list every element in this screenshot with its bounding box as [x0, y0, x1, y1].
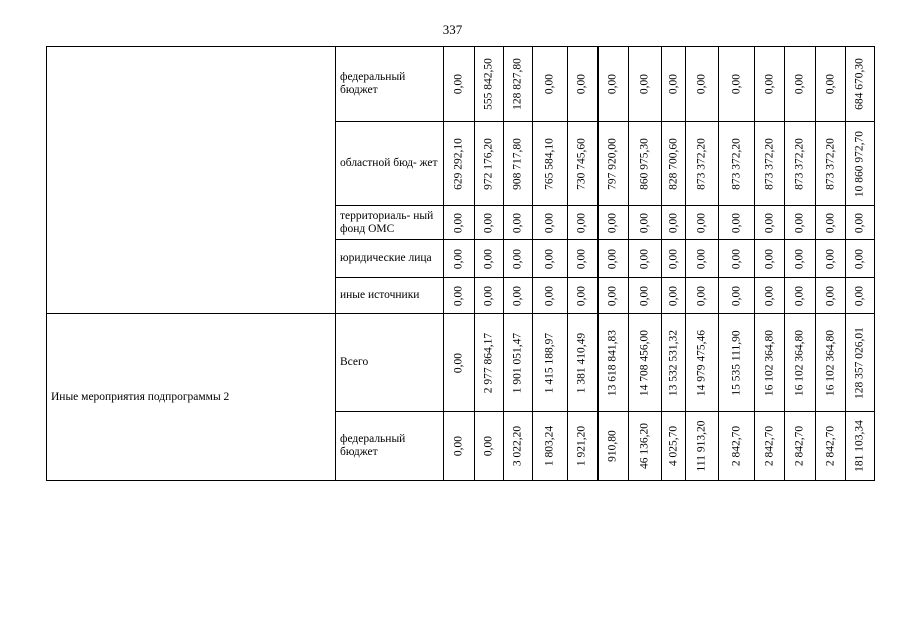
amount-value: 0,00	[482, 285, 495, 306]
amount-value: 0,00	[575, 285, 588, 306]
amount-value: 730 745,60	[575, 137, 588, 190]
amount-value: 873 372,20	[793, 137, 806, 190]
amount-value: 0,00	[606, 285, 619, 306]
amount-cell	[662, 122, 686, 206]
amount-cell	[719, 206, 755, 240]
amount-cell	[816, 47, 846, 122]
amount-cell	[533, 122, 568, 206]
amount-cell	[686, 47, 719, 122]
amount-cell	[629, 206, 662, 240]
amount-cell	[475, 206, 504, 240]
amount-cell	[662, 240, 686, 278]
amount-cell	[662, 47, 686, 122]
amount-value: 0,00	[667, 248, 679, 269]
amount-value: 0,00	[695, 248, 708, 269]
amount-value: 0,00	[482, 248, 495, 269]
amount-value: 0,00	[543, 248, 556, 269]
amount-value: 910,80	[606, 430, 619, 462]
amount-value: 0,00	[543, 73, 556, 95]
amount-cell	[785, 278, 816, 314]
amount-cell	[629, 412, 662, 481]
amount-value: 0,00	[452, 435, 465, 457]
amount-value: 181 103,34	[853, 420, 866, 472]
amount-value: 0,00	[853, 212, 866, 233]
amount-value: 0,00	[543, 285, 556, 306]
funding-source-cell: юридические лица	[336, 240, 444, 278]
amount-value: 0,00	[824, 248, 836, 269]
amount-cell	[755, 240, 785, 278]
amount-value: 0,00	[452, 212, 465, 233]
funding-source-cell: федеральный бюджет	[336, 412, 444, 481]
amount-cell	[533, 240, 568, 278]
amount-cell	[686, 278, 719, 314]
amount-cell	[568, 206, 598, 240]
amount-value: 2 842,70	[793, 425, 806, 467]
amount-cell	[475, 240, 504, 278]
amount-cell	[533, 314, 568, 412]
amount-cell	[846, 412, 875, 481]
amount-value: 873 372,20	[730, 137, 742, 190]
amount-value: 0,00	[763, 73, 775, 95]
amount-cell	[816, 240, 846, 278]
amount-cell	[719, 122, 755, 206]
amount-value: 0,00	[695, 73, 708, 95]
amount-value: 0,00	[606, 73, 619, 95]
amount-cell	[533, 206, 568, 240]
amount-cell	[785, 240, 816, 278]
table-row	[47, 47, 875, 122]
amount-cell	[504, 278, 533, 314]
amount-cell	[444, 278, 475, 314]
amount-value: 0,00	[695, 285, 708, 306]
event-name-cell	[47, 47, 336, 314]
amount-cell	[719, 278, 755, 314]
amount-value: 0,00	[543, 212, 556, 233]
amount-cell	[444, 412, 475, 481]
amount-cell	[662, 278, 686, 314]
amount-cell	[598, 122, 629, 206]
amount-cell	[755, 122, 785, 206]
amount-value: 4 025,70	[667, 425, 679, 467]
amount-value: 765 584,10	[543, 137, 556, 190]
amount-cell	[816, 278, 846, 314]
amount-cell	[846, 278, 875, 314]
amount-cell	[504, 240, 533, 278]
amount-cell	[568, 278, 598, 314]
amount-value: 0,00	[730, 73, 742, 95]
amount-cell	[504, 314, 533, 412]
amount-value: 0,00	[667, 212, 679, 233]
amount-cell	[719, 314, 755, 412]
amount-cell	[504, 412, 533, 481]
amount-value: 1 921,20	[575, 425, 588, 467]
amount-value: 0,00	[575, 248, 588, 269]
amount-value: 0,00	[511, 212, 524, 233]
amount-value: 2 842,70	[763, 425, 775, 467]
amount-value: 0,00	[730, 285, 742, 306]
amount-cell	[504, 47, 533, 122]
amount-value: 0,00	[638, 73, 651, 95]
amount-cell	[444, 314, 475, 412]
amount-value: 16 102 364,80	[763, 329, 775, 396]
amount-cell	[816, 206, 846, 240]
amount-value: 128 827,80	[511, 58, 524, 110]
amount-cell	[598, 240, 629, 278]
amount-cell	[475, 47, 504, 122]
amount-cell	[785, 47, 816, 122]
amount-value: 0,00	[824, 73, 836, 95]
amount-value: 0,00	[793, 212, 806, 233]
amount-value: 0,00	[452, 352, 465, 373]
amount-value: 908 717,80	[511, 137, 524, 190]
amount-value: 0,00	[763, 212, 775, 233]
amount-value: 1 901 051,47	[511, 332, 524, 393]
amount-cell	[444, 206, 475, 240]
amount-value: 0,00	[452, 73, 465, 95]
funding-source-cell: областной бюд- жет	[336, 122, 444, 206]
page-number: 337	[442, 22, 463, 37]
funding-source-cell: иные источники	[336, 278, 444, 314]
amount-cell	[686, 122, 719, 206]
amount-cell	[686, 206, 719, 240]
amount-cell	[444, 122, 475, 206]
amount-cell	[444, 240, 475, 278]
amount-cell	[719, 47, 755, 122]
amount-cell	[629, 47, 662, 122]
amount-value: 0,00	[667, 73, 679, 95]
amount-cell	[719, 240, 755, 278]
amount-value: 0,00	[793, 285, 806, 306]
amount-cell	[662, 206, 686, 240]
amount-cell	[568, 412, 598, 481]
amount-value: 0,00	[511, 248, 524, 269]
amount-value: 13 618 841,83	[606, 329, 619, 396]
amount-value: 10 860 972,70	[853, 130, 866, 197]
amount-cell	[533, 278, 568, 314]
amount-cell	[568, 47, 598, 122]
amount-value: 2 842,70	[730, 425, 742, 467]
amount-value: 0,00	[824, 212, 836, 233]
budget-table	[46, 46, 875, 481]
amount-value: 0,00	[824, 285, 836, 306]
amount-value: 873 372,20	[824, 137, 836, 190]
amount-value: 629 292,10	[452, 137, 465, 190]
amount-cell	[785, 122, 816, 206]
amount-value: 873 372,20	[763, 137, 775, 190]
amount-cell	[475, 278, 504, 314]
amount-value: 111 913,20	[695, 420, 708, 472]
amount-cell	[629, 240, 662, 278]
amount-cell	[475, 412, 504, 481]
amount-value: 1 803,24	[543, 425, 556, 467]
amount-value: 0,00	[763, 285, 775, 306]
amount-cell	[755, 314, 785, 412]
amount-cell	[846, 314, 875, 412]
amount-cell	[755, 278, 785, 314]
amount-value: 555 842,50	[482, 58, 495, 110]
amount-cell	[846, 240, 875, 278]
amount-cell	[846, 122, 875, 206]
amount-value: 16 102 364,80	[824, 329, 836, 396]
amount-cell	[816, 412, 846, 481]
funding-source-cell: Всего	[336, 314, 444, 412]
amount-value: 14 979 475,46	[695, 329, 708, 396]
amount-value: 0,00	[793, 73, 806, 95]
amount-value: 3 022,20	[511, 425, 524, 467]
amount-cell	[533, 47, 568, 122]
amount-value: 684 670,30	[853, 58, 866, 110]
amount-value: 0,00	[638, 248, 651, 269]
amount-cell	[785, 412, 816, 481]
amount-cell	[755, 47, 785, 122]
amount-value: 2 977 864,17	[482, 332, 495, 393]
amount-value: 0,00	[763, 248, 775, 269]
amount-value: 2 842,70	[824, 425, 836, 467]
amount-cell	[533, 412, 568, 481]
amount-value: 1 415 188,97	[543, 332, 556, 393]
amount-cell	[504, 206, 533, 240]
amount-cell	[475, 122, 504, 206]
amount-cell	[568, 122, 598, 206]
amount-value: 0,00	[606, 248, 619, 269]
amount-value: 797 920,00	[606, 137, 619, 190]
amount-value: 0,00	[575, 73, 588, 95]
amount-cell	[785, 206, 816, 240]
amount-cell	[475, 314, 504, 412]
amount-value: 0,00	[452, 248, 465, 269]
amount-cell	[598, 314, 629, 412]
amount-value: 0,00	[667, 285, 679, 306]
event-name-cell: Иные мероприятия подпрограммы 2	[47, 314, 336, 481]
amount-cell	[846, 47, 875, 122]
amount-value: 0,00	[695, 212, 708, 233]
amount-value: 0,00	[730, 212, 742, 233]
funding-source-cell: территориаль- ный фонд ОМС	[336, 206, 444, 240]
amount-cell	[846, 206, 875, 240]
amount-cell	[598, 206, 629, 240]
table-row	[47, 314, 875, 412]
amount-cell	[568, 240, 598, 278]
amount-value: 0,00	[853, 285, 866, 306]
amount-cell	[598, 412, 629, 481]
amount-value: 860 975,30	[638, 137, 651, 190]
amount-cell	[629, 314, 662, 412]
amount-value: 0,00	[482, 435, 495, 457]
amount-value: 0,00	[452, 285, 465, 306]
amount-cell	[816, 314, 846, 412]
amount-cell	[598, 278, 629, 314]
amount-value: 0,00	[606, 212, 619, 233]
amount-value: 13 532 531,32	[667, 329, 679, 396]
amount-cell	[662, 412, 686, 481]
amount-cell	[629, 278, 662, 314]
amount-value: 0,00	[638, 212, 651, 233]
amount-cell	[662, 314, 686, 412]
amount-cell	[686, 412, 719, 481]
amount-cell	[568, 314, 598, 412]
amount-value: 0,00	[511, 285, 524, 306]
amount-cell	[444, 47, 475, 122]
amount-value: 14 708 456,00	[638, 329, 651, 396]
amount-value: 828 700,60	[667, 137, 679, 190]
amount-value: 0,00	[793, 248, 806, 269]
amount-value: 972 176,20	[482, 137, 495, 190]
amount-value: 1 381 410,49	[575, 332, 588, 393]
amount-value: 0,00	[638, 285, 651, 306]
amount-cell	[755, 412, 785, 481]
funding-source-cell: федеральный бюджет	[336, 47, 444, 122]
amount-value: 873 372,20	[695, 137, 708, 190]
amount-value: 46 136,20	[638, 423, 651, 469]
amount-cell	[755, 206, 785, 240]
amount-cell	[686, 240, 719, 278]
amount-value: 0,00	[575, 212, 588, 233]
amount-value: 0,00	[482, 212, 495, 233]
amount-value: 15 535 111,90	[730, 329, 742, 396]
amount-value: 128 357 026,01	[853, 326, 866, 399]
amount-cell	[816, 122, 846, 206]
amount-value: 0,00	[730, 248, 742, 269]
amount-cell	[504, 122, 533, 206]
amount-value: 16 102 364,80	[793, 329, 806, 396]
amount-cell	[719, 412, 755, 481]
amount-cell	[629, 122, 662, 206]
amount-cell	[598, 47, 629, 122]
amount-cell	[686, 314, 719, 412]
amount-cell	[785, 314, 816, 412]
amount-value: 0,00	[853, 248, 866, 269]
